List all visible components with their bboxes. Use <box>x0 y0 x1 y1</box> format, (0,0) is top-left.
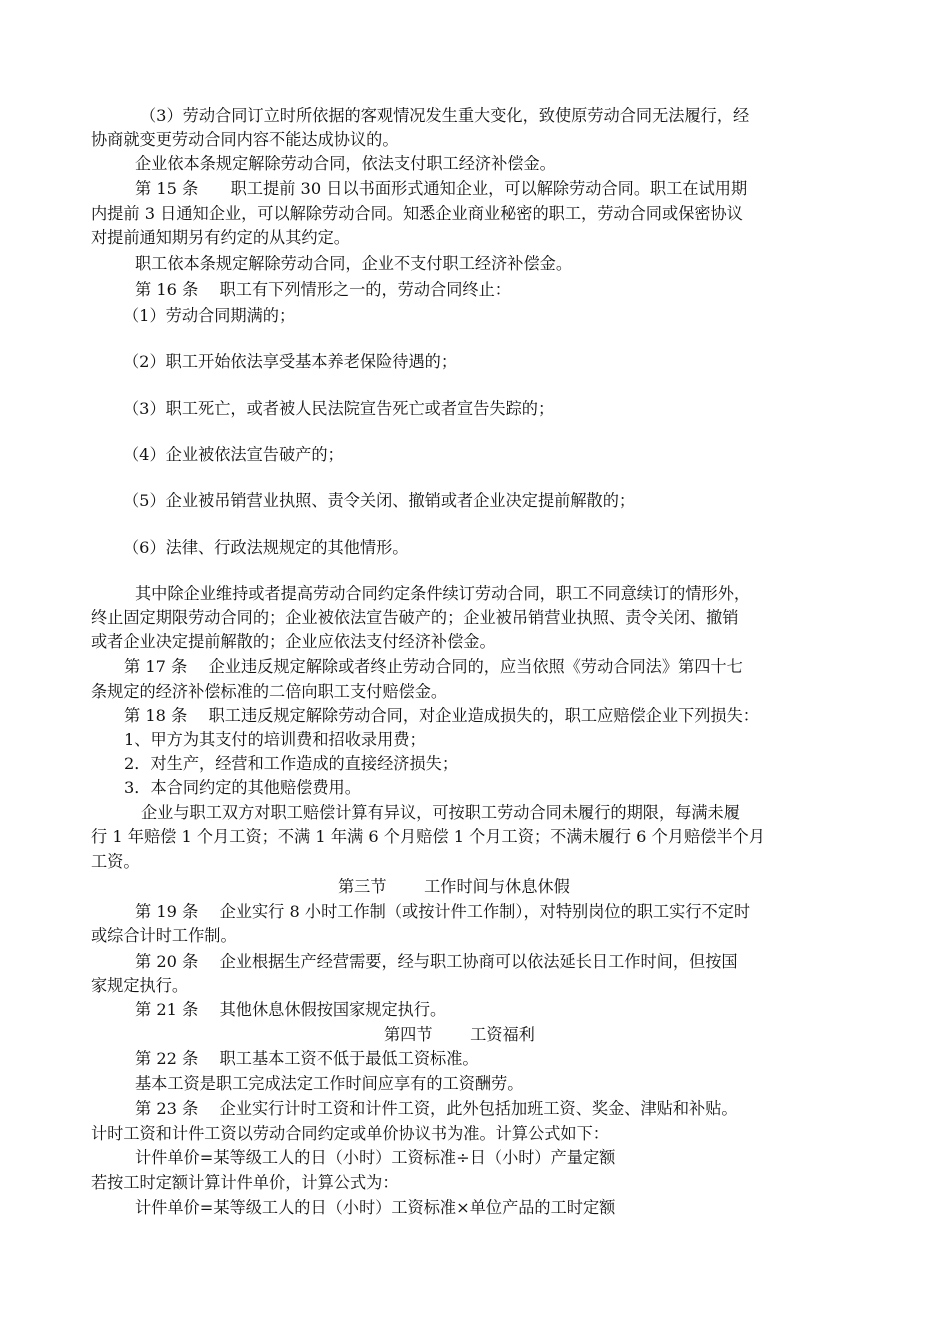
formula-line: 计件单价=某等级工人的日（小时）工资标准÷日（小时）产量定额 <box>135 1148 616 1167</box>
text-line: 协商就变更劳动合同内容不能达成协议的。 <box>91 130 399 149</box>
text-line: 第 18 条 职工违反规定解除劳动合同，对企业造成损失的，职工应赔偿企业下列损失： <box>124 706 759 725</box>
list-item: 2．对生产，经营和工作造成的直接经济损失； <box>124 754 459 773</box>
list-item: （4）企业被依法宣告破产的； <box>123 445 344 464</box>
text-line: 内提前 3 日通知企业，可以解除劳动合同。知悉企业商业秘密的职工，劳动合同或保密协议 <box>91 204 743 223</box>
text-line: 若按工时定额计算计件单价，计算公式为： <box>91 1173 399 1192</box>
text-line: 第 22 条 职工基本工资不低于最低工资标准。 <box>135 1049 479 1068</box>
section-heading: 第四节 工资福利 <box>384 1025 535 1044</box>
formula-line: 计件单价=某等级工人的日（小时）工资标准×单位产品的工时定额 <box>135 1198 616 1217</box>
text-line: 计时工资和计件工资以劳动合同约定或单价协议书为准。计算公式如下： <box>91 1124 609 1143</box>
text-line: 行 1 年赔偿 1 个月工资；不满 1 年满 6 个月赔偿 1 个月工资；不满未履行 6 个月赔偿半个月 <box>91 827 765 846</box>
text-line: 职工依本条规定解除劳动合同，企业不支付职工经济补偿金。 <box>135 254 573 273</box>
text-line: 第 21 条 其他休息休假按国家规定执行。 <box>135 1000 447 1019</box>
text-line: 第 17 条 企业违反规定解除或者终止劳动合同的，应当依照《劳动合同法》第四十七 <box>124 657 743 676</box>
text-line: 对提前通知期另有约定的从其约定。 <box>91 228 350 247</box>
text-line: 其中除企业维持或者提高劳动合同约定条件续订劳动合同，职工不同意续订的情形外， <box>135 584 751 603</box>
text-line: 第 16 条 职工有下列情形之一的，劳动合同终止： <box>135 280 511 299</box>
text-line: 工资。 <box>91 852 140 871</box>
list-item: （5）企业被吊销营业执照、责令关闭、撤销或者企业决定提前解散的； <box>123 491 636 510</box>
text-line: 企业依本条规定解除劳动合同，依法支付职工经济补偿金。 <box>135 154 556 173</box>
text-line: 或者企业决定提前解散的；企业应依法支付经济补偿金。 <box>91 632 496 651</box>
text-line: 第 19 条 企业实行 8 小时工作制（或按计件工作制），对特别岗位的职工实行不定时 <box>135 902 751 921</box>
text-line: 终止固定期限劳动合同的；企业被依法宣告破产的；企业被吊销营业执照、责令关闭、撤销 <box>91 608 739 627</box>
text-line: 第 20 条 企业根据生产经营需要，经与职工协商可以依法延长日工作时间，但按国 <box>135 952 738 971</box>
text-line: 基本工资是职工完成法定工作时间应享有的工资酬劳。 <box>135 1074 524 1093</box>
list-item: （6）法律、行政法规规定的其他情形。 <box>123 538 409 557</box>
text-line: 或综合计时工作制。 <box>91 926 237 945</box>
list-item: （2）职工开始依法享受基本养老保险待遇的； <box>123 352 458 371</box>
text-line: 第 15 条 职工提前 30 日以书面形式通知企业，可以解除劳动合同。职工在试用期 <box>135 179 748 198</box>
list-item: （3）职工死亡，或者被人民法院宣告死亡或者宣告失踪的； <box>123 399 555 418</box>
text-line: 第 23 条 企业实行计时工资和计件工资，此外包括加班工资、奖金、津贴和补贴。 <box>135 1099 738 1118</box>
list-item: （1）劳动合同期满的； <box>123 306 296 325</box>
text-line: 企业与职工双方对职工赔偿计算有异议，可按职工劳动合同未履行的期限，每满未履 <box>141 803 740 822</box>
list-item: 1、甲方为其支付的培训费和招收录用费； <box>124 730 426 749</box>
list-item: 3．本合同约定的其他赔偿费用。 <box>124 778 361 797</box>
text-line: （3）劳动合同订立时所依据的客观情况发生重大变化，致使原劳动合同无法履行，经 <box>140 106 750 125</box>
section-heading: 第三节 工作时间与休息休假 <box>338 877 570 896</box>
text-line: 条规定的经济补偿标准的二倍向职工支付赔偿金。 <box>91 682 448 701</box>
text-line: 家规定执行。 <box>91 976 189 995</box>
